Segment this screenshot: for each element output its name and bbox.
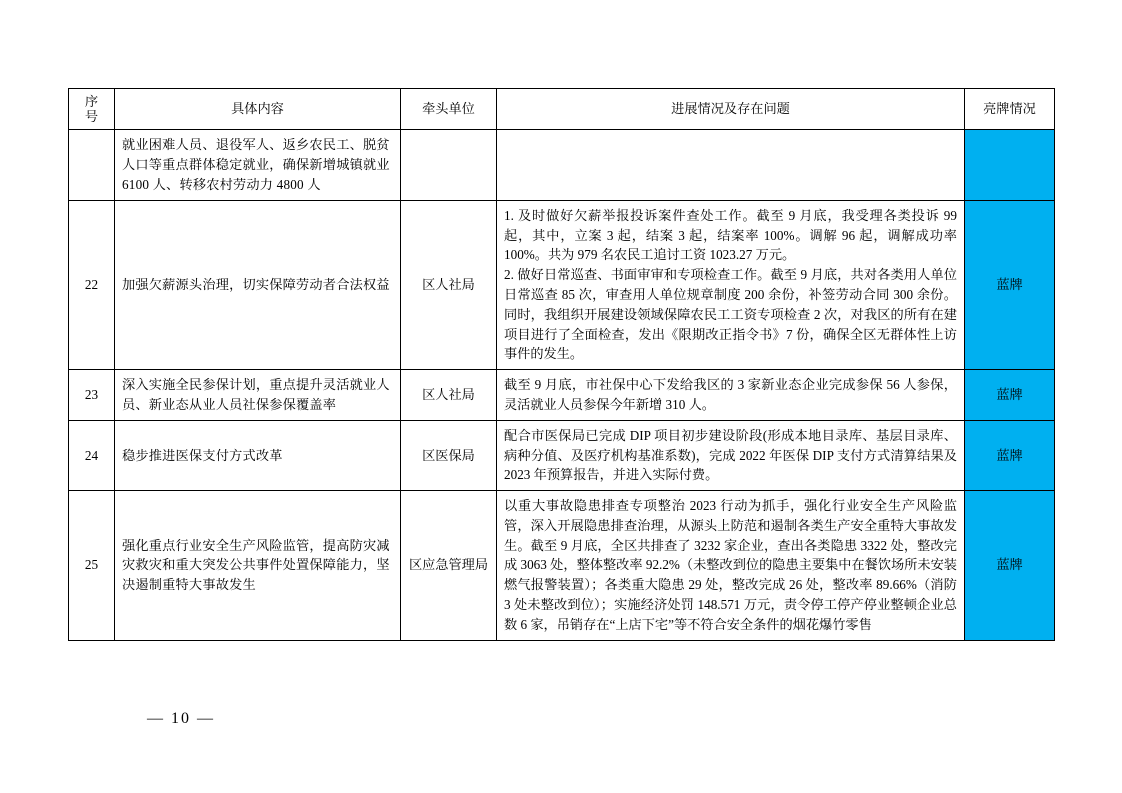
cell-unit: 区应急管理局 [401,491,497,641]
header-progress: 进展情况及存在问题 [497,89,965,130]
header-badge: 亮牌情况 [965,89,1055,130]
cell-progress [497,370,965,421]
header-seq-line1: 序 [84,94,99,109]
cell-unit: 区人社局 [401,200,497,369]
cell-badge: 蓝牌 [965,420,1055,490]
progress-paragraph: 2. 做好日常巡查、书面审审和专项检查工作。截至 9 月底，共对各类用人单位日常巡查 85 次，审查用人单位规章制度 200 余份，补签劳动合同 300 余份。同时，我组织开展建设领域保障农民工工资专项检查 2 次，对我区的所有在建项目进行了全面检查，发出《限期改正指令书》7 份，确保全区无群体性上访事件的发生。 [504,267,957,362]
page-footer [0,710,1122,728]
table-row [69,200,1055,369]
cell-content: 深入实施全民参保计划，重点提升灵活就业人员、新业态从业人员社保参保覆盖率 [115,370,401,421]
cell-content: 加强欠薪源头治理，切实保障劳动者合法权益 [115,200,401,369]
cell-seq: 25 [69,491,115,641]
cell-progress [497,491,965,641]
cell-content: 稳步推进医保支付方式改革 [115,420,401,490]
cell-seq: 24 [69,420,115,490]
cell-content: 就业困难人员、退役军人、返乡农民工、脱贫人口等重点群体稳定就业，确保新增城镇就业 6100 人、转移农村劳动力 4800 人 [115,130,401,200]
header-seq [69,89,115,130]
cell-seq [69,130,115,200]
cell-progress [497,420,965,490]
cell-progress [497,200,965,369]
page-number: — 10 — [147,710,215,727]
header-unit: 牵头单位 [401,89,497,130]
progress-paragraph: 配合市医保局已完成 DIP 项目初步建设阶段(形成本地目录库、基层目录库、病种分值、及医疗机构基准系数)，完成 2022 年医保 DIP 支付方式清算结果及 2023 年预算报告，并进入实际付费。 [504,427,957,483]
table-row [69,130,1055,200]
cell-unit [401,130,497,200]
cell-badge: 蓝牌 [965,370,1055,421]
progress-table [68,88,1055,641]
cell-badge: 蓝牌 [965,491,1055,641]
cell-unit: 区人社局 [401,370,497,421]
table-row [69,420,1055,490]
table-row [69,491,1055,641]
cell-seq: 23 [69,370,115,421]
cell-progress [497,130,965,200]
progress-paragraph: 以重大事故隐患排查专项整治 2023 行动为抓手，强化行业安全生产风险监管，深入开展隐患排查治理，从源头上防范和遏制各类生产安全重特大事故发生。截至 9 月底，全区共排查了 3232 家企业，查出各类隐患 3322 处，整改完成 3063 处，整体整改率 92.2%（未整改到位的隐患主要集中在餐饮场所未安装燃气报警装置）；各类重大隐患 29 处，整改完成 26 处，整改率 89.66%（消防 3 处未整改到位）；实施经济处罚 148.571 万元，责令停工停产停业整顿企业总数 6 家，吊销存在“上店下宅”等不符合安全条件的烟花爆竹零售 [504,498,957,632]
header-content: 具体内容 [115,89,401,130]
cell-unit: 区医保局 [401,420,497,490]
cell-badge [965,130,1055,200]
progress-paragraph: 1. 及时做好欠薪举报投诉案件查处工作。截至 9 月底，我受理各类投诉 99 起，其中，立案 3 起，结案 3 起，结案率 100%。调解 96 起，调解成功率 100%。共为 979 名农民工追讨工资 1023.27 万元。 [504,207,957,263]
progress-paragraph: 截至 9 月底，市社保中心下发给我区的 3 家新业态企业完成参保 56 人参保，灵活就业人员参保今年新增 310 人。 [504,377,957,412]
cell-badge: 蓝牌 [965,200,1055,369]
header-seq-line2: 号 [84,109,99,125]
table-row [69,370,1055,421]
table-header-row [69,89,1055,130]
cell-seq: 22 [69,200,115,369]
cell-content: 强化重点行业安全生产风险监管，提高防灾减灾救灾和重大突发公共事件处置保障能力，坚决遏制重特大事故发生 [115,491,401,641]
